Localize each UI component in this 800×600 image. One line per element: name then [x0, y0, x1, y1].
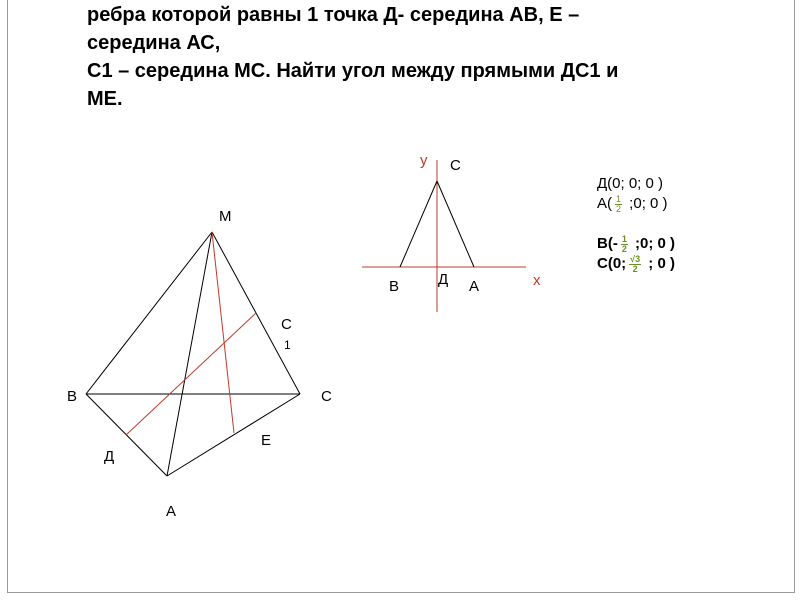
coord-C-frac-num: √3: [630, 253, 641, 264]
coord-B-fraction: [621, 235, 628, 254]
coord-B-frac-num: 1: [621, 233, 627, 244]
pyramid-diagram: [67, 208, 332, 520]
vertex-label-B: В: [67, 388, 78, 405]
coord-A-frac-den: 2: [616, 203, 622, 214]
problem-line-1: ребра которой равны 1 точка Д- середина АВ, Е –: [87, 4, 580, 26]
triangle-side-CB: [400, 181, 437, 267]
coord-D-text: Д(0; 0; 0 ): [597, 175, 664, 192]
coord-B-suffix: ;0; 0 ): [630, 235, 676, 252]
point-label-D: Д: [104, 448, 115, 465]
coord-A: [597, 194, 675, 214]
coord-C: [597, 254, 675, 274]
point-label-C1: С: [281, 316, 292, 333]
problem-line-2: середина АС,: [87, 32, 221, 54]
coord-C-suffix: ; 0 ): [644, 255, 675, 272]
triangle-label-D: Д: [438, 271, 449, 288]
triangle-label-B: В: [389, 278, 400, 295]
segment-ME: [212, 232, 234, 433]
coord-D: [597, 174, 675, 194]
coord-C-frac-den: 2: [632, 263, 638, 274]
point-label-E: Е: [261, 432, 272, 449]
coord-B-prefix: В(-: [597, 235, 618, 252]
point-label-C1-index: 1: [284, 338, 291, 352]
coord-B: [597, 234, 675, 254]
edge-AC: [167, 394, 300, 476]
edge-MA: [167, 232, 212, 476]
edge-MB: [86, 232, 212, 394]
coord-A-fraction: [615, 195, 622, 214]
segment-DC1: [126, 313, 256, 435]
coord-C-prefix: С(0;: [597, 255, 627, 272]
coordinates-list: [597, 174, 675, 274]
coord-B-frac-den: 2: [621, 243, 627, 254]
problem-line-4: МЕ.: [87, 88, 123, 110]
triangle-label-A: А: [469, 278, 480, 295]
vertex-label-A: А: [166, 503, 177, 520]
coord-C-fraction: [629, 255, 641, 274]
triangle-side-CA: [437, 181, 474, 267]
coord-A-prefix: А(: [597, 195, 612, 212]
problem-line-3: С1 – середина МС. Найти угол между прямыми ДС1 и: [87, 60, 619, 82]
vertex-label-M: М: [219, 208, 232, 225]
triangle-label-C: С: [450, 157, 461, 174]
axis-label-x: х: [533, 272, 541, 289]
vertex-label-C: С: [321, 388, 332, 405]
coordinate-diagram: [362, 152, 541, 312]
coord-A-frac-num: 1: [616, 193, 622, 204]
axis-label-y: у: [420, 152, 428, 169]
coord-A-suffix: ;0; 0 ): [625, 195, 668, 212]
